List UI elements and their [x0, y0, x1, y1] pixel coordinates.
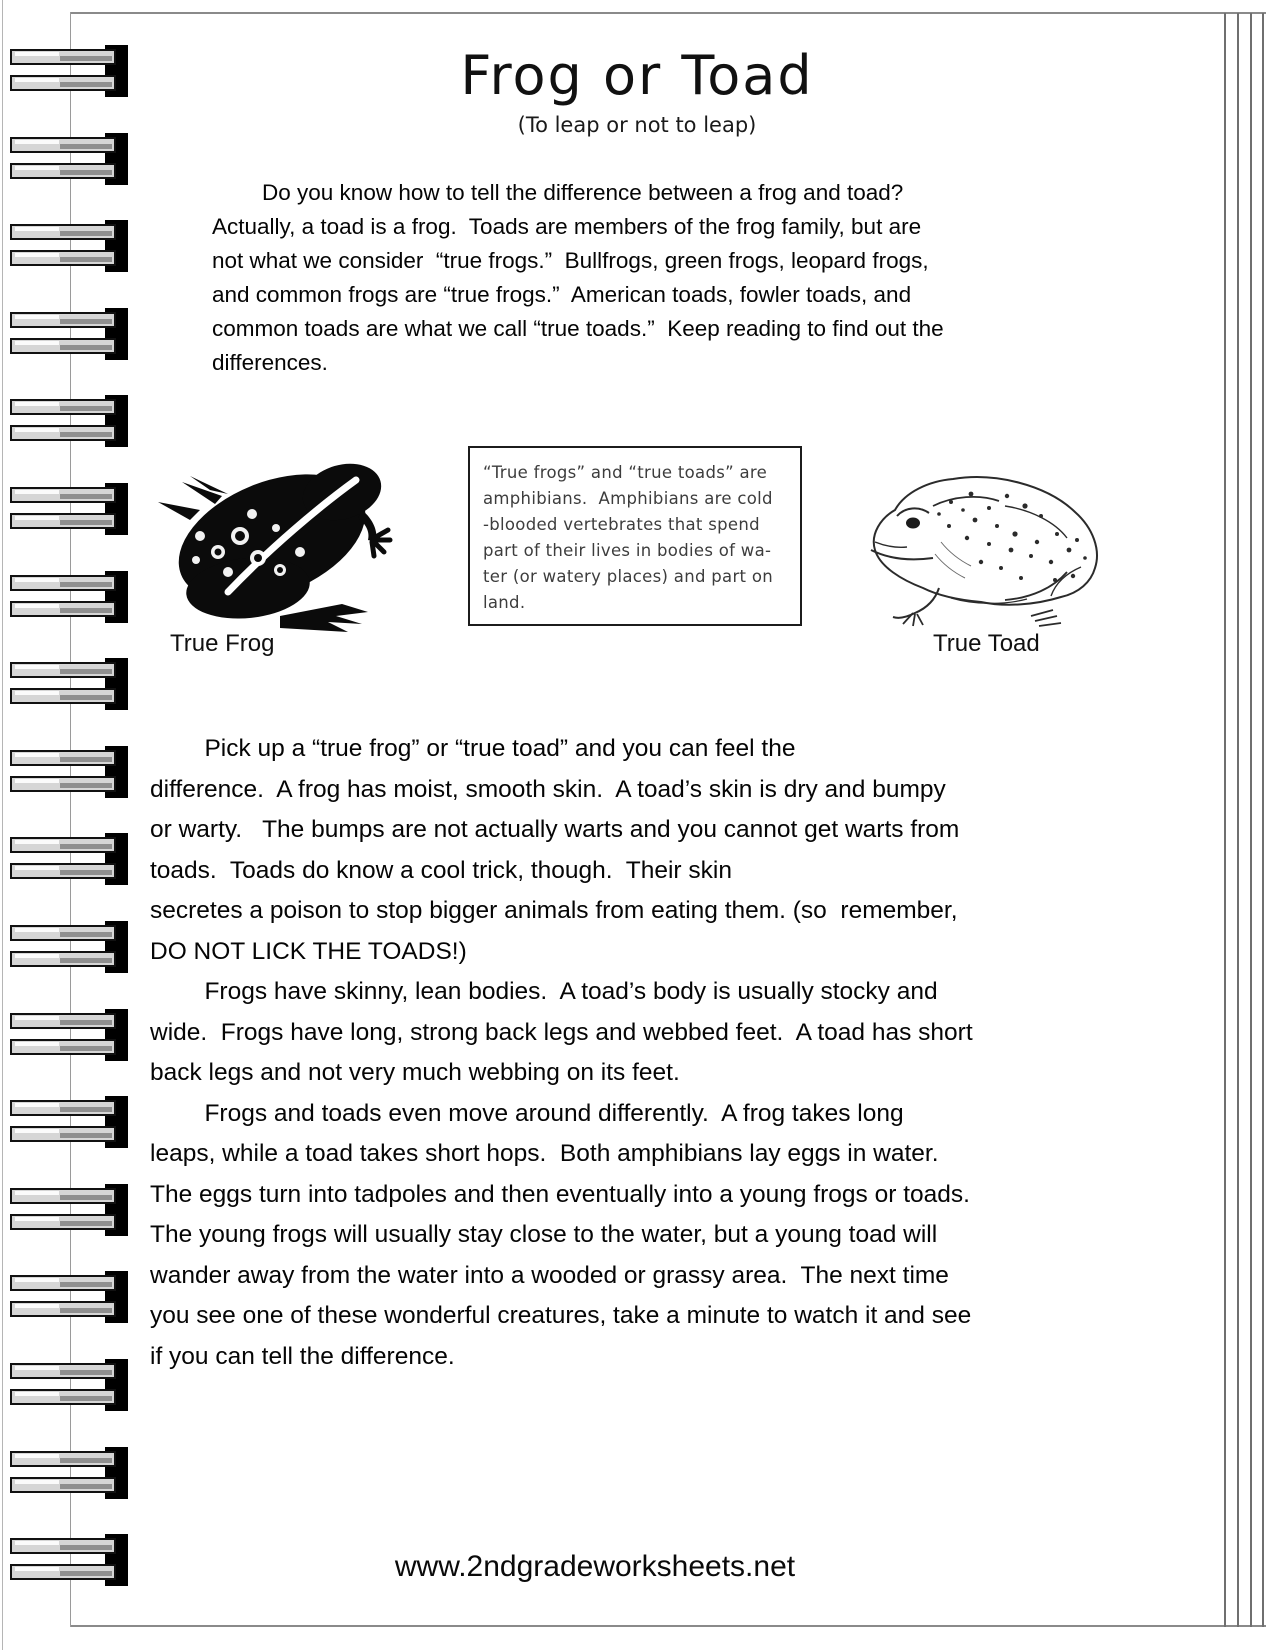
binding-ring-pair: [10, 1096, 128, 1148]
text-line: secretes a poison to stop bigger animals from eating them. (so remember,: [150, 897, 958, 924]
ring-bar: [10, 1301, 116, 1317]
text-line: Actually, a toad is a frog. Toads are members of the frog family, but are: [212, 214, 922, 239]
page-border-right: [1224, 13, 1226, 1627]
binding-ring-pair: [10, 571, 128, 623]
stacked-page-edge-3: [1262, 13, 1264, 1627]
text-line: Pick up a “true frog” or “true toad” and you can feel the: [150, 735, 796, 762]
text-line: toads. Toads do know a cool trick, though. Their skin: [150, 856, 732, 884]
ring-bar: [10, 575, 116, 591]
text-line: Frogs have skinny, lean bodies. A toad’s body is usually stocky and: [150, 978, 938, 1005]
ring-bar: [10, 601, 116, 617]
frog-caption: True Frog: [170, 630, 275, 657]
website-footer: www.2ndgradeworksheets.net: [394, 1550, 796, 1583]
binding-ring-pair: [10, 308, 128, 360]
ring-bar: [10, 312, 116, 328]
page-border-top: [70, 12, 1266, 14]
ring-bar: [10, 837, 116, 853]
binding-ring-pair: [10, 395, 128, 447]
page-title: Frog or Toad: [460, 44, 814, 107]
text-line: Do you know how to tell the difference between a frog and toad?: [212, 180, 904, 205]
ring-bar: [10, 425, 116, 441]
text-line: or warty. The bumps are not actually warts and you cannot get warts from: [150, 816, 960, 843]
ring-bar: [10, 1013, 116, 1029]
binding-ring-pair: [10, 1359, 128, 1411]
ring-bar: [10, 163, 116, 179]
ring-bar: [10, 863, 116, 879]
text-line: and common frogs are “true frogs.” American toads, fowler toads, and: [212, 282, 912, 307]
text-line: The eggs turn into tadpoles and then eventually into a young frogs or toads.: [150, 1180, 970, 1208]
page-subtitle: (To leap or not to leap): [517, 113, 757, 137]
text-line: if you can tell the difference.: [150, 1342, 455, 1370]
text-line: DO NOT LICK THE TOADS!): [150, 937, 467, 965]
ring-bar: [10, 951, 116, 967]
ring-bar: [10, 662, 116, 678]
text-line: wide. Frogs have long, strong back legs and webbed feet. A toad has short: [150, 1018, 973, 1046]
ring-bar: [10, 1100, 116, 1116]
ring-bar: [10, 1275, 116, 1291]
ring-bar: [10, 399, 116, 415]
binding-ring-pair: [10, 220, 128, 272]
ring-bar: [10, 1039, 116, 1055]
toad-caption: True Toad: [933, 630, 1040, 657]
binding-ring-pair: [10, 833, 128, 885]
ring-bar: [10, 513, 116, 529]
text-line: differences.: [212, 350, 328, 375]
text-line: not what we consider “true frogs.” Bullfrogs, green frogs, leopard frogs,: [212, 248, 929, 273]
text-line: wander away from the water into a wooded or grassy area. The next time: [150, 1261, 949, 1289]
ring-bar: [10, 776, 116, 792]
binding-ring-pair: [10, 133, 128, 185]
text-line: ter (or watery places) and part on: [483, 567, 774, 586]
ring-bar: [10, 1214, 116, 1230]
binding-ring-pair: [10, 1447, 128, 1499]
title-block: [70, 44, 1204, 137]
ring-bar: [10, 1188, 116, 1204]
ring-bar: [10, 1126, 116, 1142]
text-line: The young frogs will usually stay close to the water, but a young toad will: [150, 1221, 938, 1248]
true-frog-illustration: [130, 440, 395, 635]
text-line: “True frogs” and “true toads” are: [483, 463, 768, 482]
ring-bar: [10, 1389, 116, 1405]
binding-ring-pair: [10, 746, 128, 798]
ring-bar: [10, 1451, 116, 1467]
ring-bar: [10, 1477, 116, 1493]
ring-bar: [10, 750, 116, 766]
binding-ring-pair: [10, 921, 128, 973]
stacked-page-edge-1: [1237, 13, 1239, 1627]
ring-bar: [10, 487, 116, 503]
main-text: [150, 729, 973, 1377]
intro-paragraph: [212, 176, 944, 380]
text-line: common toads are what we call “true toads.” Keep reading to find out the: [212, 316, 944, 341]
text-line: -blooded vertebrates that spend: [483, 515, 760, 534]
ring-bar: [10, 688, 116, 704]
text-line: land.: [483, 593, 526, 612]
binding-ring-pair: [10, 658, 128, 710]
ring-bar: [10, 137, 116, 153]
amphibian-fact-box: [468, 446, 802, 626]
binding-ring-pair: [10, 1271, 128, 1323]
text-line: back legs and not very much webbing on its feet.: [150, 1059, 680, 1086]
ring-bar: [10, 250, 116, 266]
binding-ring-pair: [10, 483, 128, 535]
true-toad-illustration: [855, 450, 1113, 630]
stacked-page-edge-2: [1250, 13, 1252, 1627]
binding-ring-pair: [10, 1009, 128, 1061]
text-line: you see one of these wonderful creatures, take a minute to watch it and see: [150, 1302, 972, 1329]
text-line: amphibians. Amphibians are cold: [483, 489, 773, 508]
ring-bar: [10, 224, 116, 240]
binding-ring-pair: [10, 1184, 128, 1236]
text-line: Frogs and toads even move around differently. A frog takes long: [150, 1099, 904, 1127]
text-line: difference. A frog has moist, smooth skin. A toad’s skin is dry and bumpy: [150, 775, 946, 803]
text-line: leaps, while a toad takes short hops. Both amphibians lay eggs in water.: [150, 1140, 939, 1167]
ring-bar: [10, 338, 116, 354]
page-border-bottom: [70, 1625, 1266, 1627]
text-line: part of their lives in bodies of wa-: [483, 541, 772, 560]
ring-bar: [10, 925, 116, 941]
scan-edge-line: [2, 0, 3, 1650]
ring-bar: [10, 1363, 116, 1379]
